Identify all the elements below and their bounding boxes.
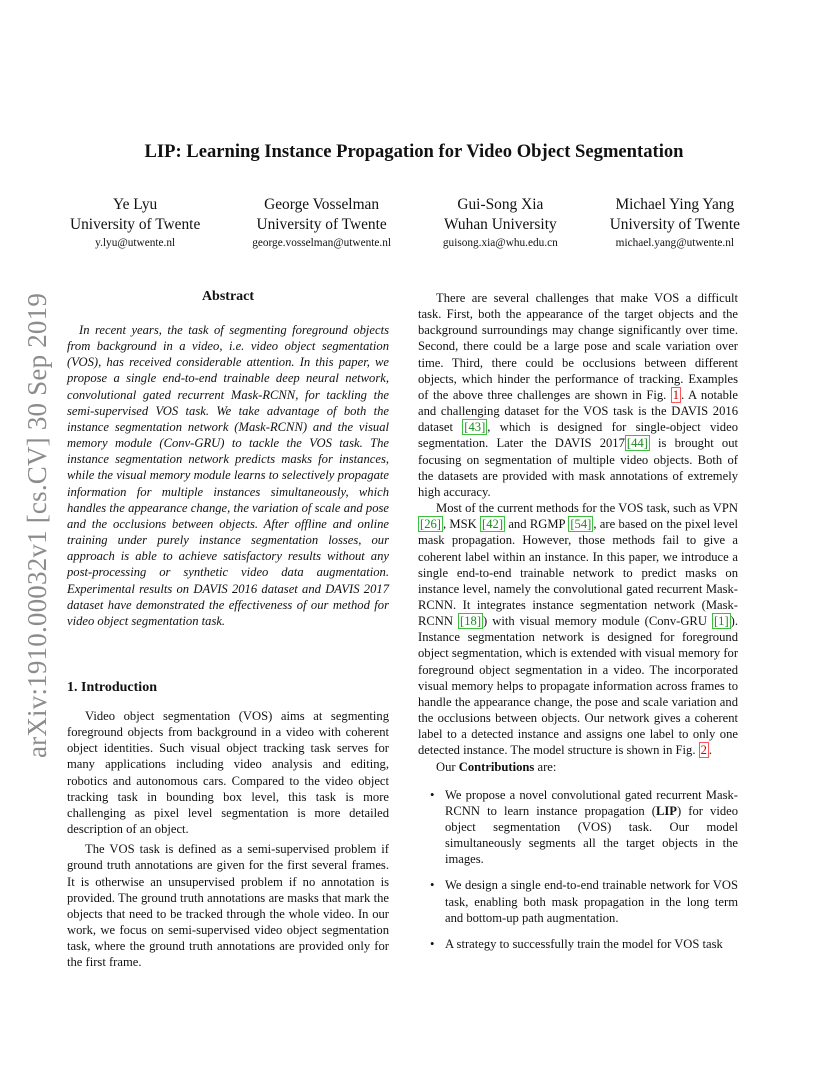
- right-column: [418, 290, 738, 962]
- author-name: Ye Lyu: [113, 196, 158, 213]
- author-email: y.lyu@utwente.nl: [95, 237, 176, 249]
- author-email: george.vosselman@utwente.nl: [252, 237, 392, 249]
- text-run: are:: [534, 759, 557, 774]
- citation-link[interactable]: [26]: [420, 517, 441, 532]
- list-item: [418, 787, 738, 868]
- bullet-icon: •: [430, 878, 435, 893]
- list-item: [418, 877, 738, 925]
- paragraph: The VOS task is defined as a semi-supervised problem if ground truth annotations are given for the first several frames. It is otherwise an unsupervised problem if no annotation is provided. The ground truth annotations are masks that mark the objects that need to be tracked through the whole video. In our work, we focus on semi-supervised video object segmentation task, where the ground truth annotations are provided only for the first frame.: [67, 842, 389, 970]
- author-4: [610, 195, 740, 249]
- author-affiliation: University of Twente: [609, 216, 740, 233]
- abstract-heading: Abstract: [201, 289, 255, 304]
- paragraph: [418, 500, 738, 759]
- text-run: , which is designed for single-object video segmentation. Later the DAVIS 2017: [418, 420, 738, 451]
- text-run: .: [708, 743, 713, 758]
- bullet-icon: •: [430, 787, 435, 802]
- text-run: and RGMP: [505, 517, 569, 532]
- text-run: There are several challenges that make VOS a difficult task. First, both the appearance of the target objects and the background surroundings may change significantly over time. Second, there could be a large pose and scale variation over time. Third, there could be occlusions between different objects, which hinder the performance of tracking. Examples of the above three challenges are shown in Fig.: [418, 291, 738, 402]
- citation-link[interactable]: [43]: [464, 420, 486, 435]
- author-name: Gui-Song Xia: [457, 196, 544, 213]
- text-run: Most of the current methods for the VOS task, such as VPN: [436, 501, 738, 516]
- bold-term: LIP: [655, 803, 677, 818]
- arxiv-identifier: arXiv:1910.00032v1 [cs.CV] 30 Sep 2019: [22, 292, 53, 758]
- list-item: [418, 936, 738, 952]
- text-run: ) for video object segmentation (VOS) task. Our model simultaneously segments all the target objects in the images.: [445, 803, 739, 867]
- paper-title: LIP: Learning Instance Propagation for Video Object Segmentation: [144, 141, 684, 162]
- text-run: We propose a novel convolutional gated recurrent Mask-RCNN to learn instance propagation (: [445, 787, 738, 818]
- author-affiliation: University of Twente: [70, 216, 201, 233]
- figure-link[interactable]: 2: [700, 743, 707, 758]
- author-name: Michael Ying Yang: [615, 196, 735, 213]
- text-run: ) with visual memory module (Conv-GRU: [483, 614, 712, 629]
- introduction-body: [67, 708, 389, 971]
- arxiv-sidebar: [18, 290, 58, 760]
- paragraph: [418, 759, 738, 775]
- text-run: A strategy to successfully train the model for VOS task: [445, 936, 723, 951]
- author-email: michael.yang@utwente.nl: [615, 237, 734, 249]
- author-block: [70, 195, 740, 249]
- author-affiliation: University of Twente: [256, 216, 387, 233]
- abstract-body: [67, 322, 389, 629]
- section-heading-introduction: 1. Introduction: [67, 680, 157, 695]
- author-2: [252, 195, 391, 249]
- paragraph: Video object segmentation (VOS) aims at segmenting foreground objects from background in a video with coherent object identities. Such visual object tracking task serves for many applications including video analysis and editing, robotics and autonomous cars. Compared to the video object tracking task in bounding box level, this task is more challenging as pixel level segmentation is more detailed description of an object.: [67, 709, 389, 837]
- author-3: [443, 195, 558, 249]
- text-run: Our: [436, 759, 459, 774]
- contributions-list: [418, 787, 738, 952]
- citation-link[interactable]: [42]: [482, 517, 504, 532]
- text-run: , are based on the pixel level mask propagation. However, those methods fail to give a coherent label within an instance. In this paper, we introduce a single end-to-end trainable network to predict masks on instance level, namely the convolutional gated recurrent Mask-RCNN. It integrates instance segmentation network (Mask-RCNN: [418, 517, 738, 629]
- text-run: . A notable and challenging dataset for the VOS task is the DAVIS 2016 dataset: [418, 387, 739, 435]
- citation-link[interactable]: [1]: [713, 614, 729, 629]
- citation-link[interactable]: [44]: [626, 436, 648, 451]
- paragraph: [418, 290, 738, 500]
- bold-term: Contributions: [458, 759, 535, 774]
- citation-link[interactable]: [18]: [460, 614, 482, 629]
- text-run: is brought out focusing on segmentation of multiple video objects. Both of the datasets are provided with mask annotations of extremely high accuracy.: [418, 436, 738, 499]
- citation-link[interactable]: [54]: [570, 517, 592, 532]
- author-email: guisong.xia@whu.edu.cn: [442, 237, 558, 249]
- author-affiliation: Wuhan University: [444, 216, 557, 233]
- figure-link[interactable]: 1: [672, 387, 680, 402]
- text-run: , MSK: [442, 517, 481, 532]
- abstract-text: In recent years, the task of segmenting foreground objects from background in a video, i.e. video object segmentation (VOS), has received considerable attention. In this paper, we propose a single end-to-end trainable deep neural network, convolutional gated recurrent Mask-RCNN, for tackling the semi-supervised VOS task. We take advantage of both the instance segmentation network (Mask-RCNN) and the visual memory module (Conv-GRU) to tackle the VOS task. The instance segmentation network predicts masks for instances, while the visual memory module learns to selectively propagate information for multiple instances simultaneously, which handles the appearance change, the variation of scale and pose and the occlusions between objects. After offline and online training under purely instance segmentation losses, our approach is able to achieve satisfactory results without any post-processing or synthetic video data augmentation. Experimental results on DAVIS 2016 dataset and DAVIS 2017 dataset have demonstrated the effectiveness of our method for video object segmentation task.: [67, 323, 389, 628]
- bullet-icon: •: [430, 936, 435, 951]
- author-1: [70, 195, 200, 249]
- text-run: ). Instance segmentation network is designed for foreground object segmentation, which is extended with visual memory for foreground object segmentation in a video. The incorporated visual memory helps to propagate information across frames to handle the appearance change, the pose and scale variation and the occlusions between objects. Our network gives a coherent label to a detected instance and assigns one label to only one detected instance. The model structure is shown in Fig.: [418, 614, 739, 758]
- text-run: We design a single end-to-end trainable network for VOS task, enabling both mask propagation in the long term and bottom-up path augmentation.: [445, 878, 738, 925]
- author-name: George Vosselman: [264, 196, 380, 213]
